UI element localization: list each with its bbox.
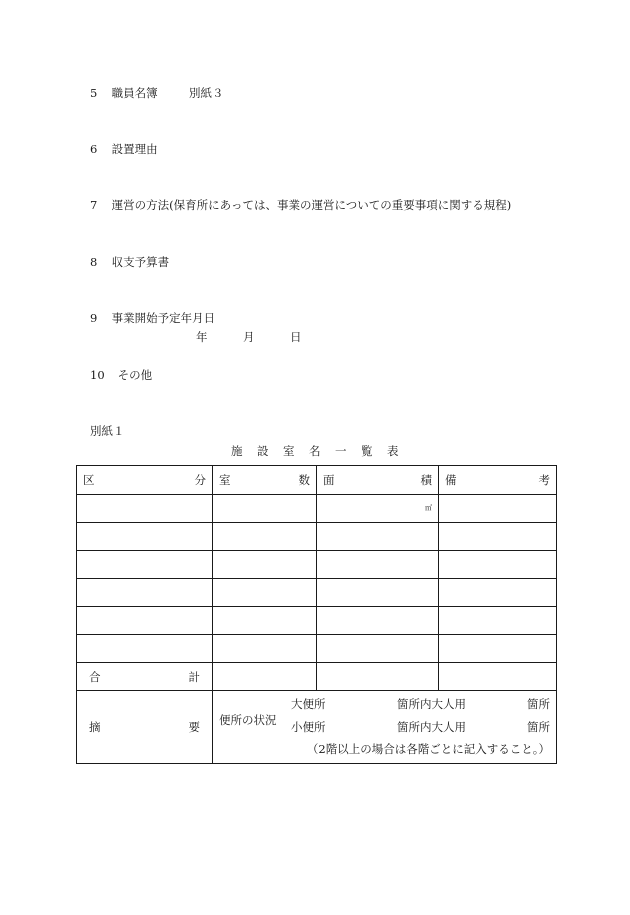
item-7: [90, 198, 511, 212]
item-text: 事業開始予定年月日: [111, 311, 216, 325]
item-5: [90, 86, 223, 100]
table-row: [77, 579, 557, 607]
toilet-unit: 箇所: [527, 720, 550, 734]
total-row: [77, 663, 557, 691]
table-row: [77, 523, 557, 551]
table-row: [77, 607, 557, 635]
item-text: 収支予算書: [111, 255, 170, 269]
table-row: [77, 635, 557, 663]
item-number: 10: [90, 368, 105, 382]
item-9: [90, 311, 215, 325]
toilet-count-label: 箇所内大人用: [397, 720, 466, 734]
toilet-unit: 箇所: [527, 697, 550, 711]
header-room-count: 室 数: [213, 466, 317, 495]
memo-row: [77, 691, 557, 764]
toilet-type: 小便所: [291, 720, 326, 734]
date-month-label: 月: [243, 330, 255, 344]
memo-content: [213, 691, 557, 764]
date-year-label: 年: [196, 330, 208, 344]
annex-label: 別紙１: [90, 424, 125, 438]
table-title: 施設室名一覧表: [231, 444, 413, 458]
header-category: 区 分: [77, 466, 213, 495]
item-6: [90, 142, 158, 156]
item-number: 8: [90, 255, 98, 269]
toilet-type: 大便所: [291, 697, 326, 711]
date-day-label: 日: [290, 330, 302, 344]
item-10: [90, 368, 152, 382]
facility-room-table: [76, 465, 557, 764]
table-row: [77, 551, 557, 579]
item-text: その他: [117, 368, 153, 382]
table-header-row: [77, 466, 557, 495]
item-number: 7: [90, 198, 98, 212]
item-text: 職員名簿: [111, 86, 158, 100]
table-row: [77, 495, 557, 523]
item-extra: 別紙３: [188, 86, 224, 100]
memo-label-cell: 摘 要: [77, 691, 213, 764]
memo-note: （2階以上の場合は各階ごとに記入すること。）: [306, 742, 550, 756]
toilet-status-label: 便所の状況: [219, 713, 277, 727]
header-area: 面 積: [317, 466, 439, 495]
item-number: 6: [90, 142, 98, 156]
item-8: [90, 255, 169, 269]
item-text: 設置理由: [111, 142, 158, 156]
header-remarks: 備 考: [439, 466, 557, 495]
area-unit: ㎡: [317, 495, 439, 523]
toilet-count-label: 箇所内大人用: [397, 697, 466, 711]
total-label: 合 計: [77, 663, 213, 691]
item-number: 5: [90, 86, 98, 100]
item-number: 9: [90, 311, 98, 325]
item-text: 運営の方法(保育所にあっては、事業の運営についての重要事項に関する規程): [111, 198, 512, 212]
